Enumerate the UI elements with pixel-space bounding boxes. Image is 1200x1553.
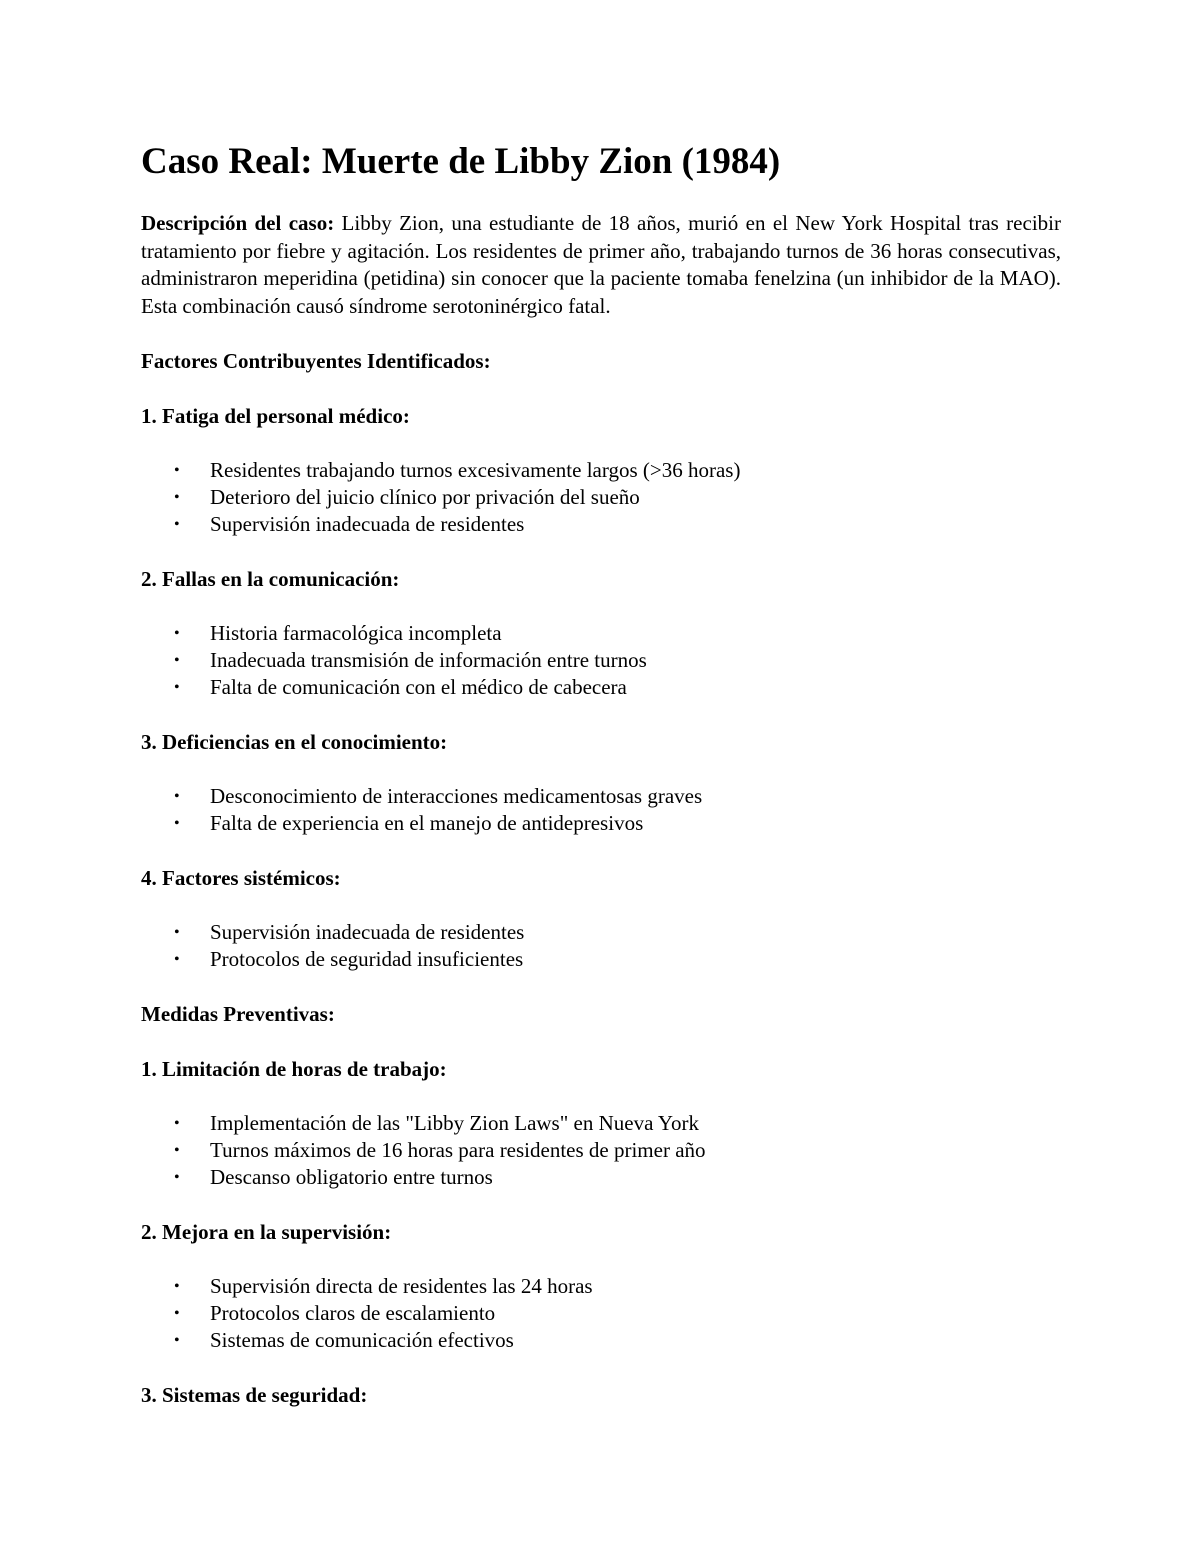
list-item [141, 1137, 1061, 1164]
list-item [141, 620, 1061, 647]
bullet-icon: • [174, 679, 180, 696]
list-item [141, 783, 1061, 810]
bullet-icon: • [174, 1305, 180, 1322]
list-item-text: Desconocimiento de interacciones medicamentosas graves [210, 784, 703, 808]
bullet-icon: • [174, 1115, 180, 1132]
list-item-text: Descanso obligatorio entre turnos [210, 1165, 493, 1189]
list-item-text: Supervisión directa de residentes las 24 horas [210, 1274, 593, 1298]
list-item-text: Residentes trabajando turnos excesivamente largos (>36 horas) [210, 458, 741, 482]
list-item [141, 1300, 1061, 1327]
list-item-text: Protocolos de seguridad insuficientes [210, 947, 524, 971]
bullet-icon: • [174, 951, 180, 968]
bullet-icon: • [174, 1142, 180, 1159]
factor-group-list [141, 457, 1061, 538]
measure-group-title: 3. Sistemas de seguridad: [141, 1383, 368, 1407]
list-item [141, 484, 1061, 511]
list-item [141, 511, 1061, 538]
list-item-text: Implementación de las "Libby Zion Laws" en Nueva York [210, 1111, 699, 1135]
measures-heading: Medidas Preventivas: [141, 1002, 335, 1026]
list-item [141, 946, 1061, 973]
list-item-text: Falta de experiencia en el manejo de antidepresivos [210, 811, 644, 835]
bullet-icon: • [174, 1332, 180, 1349]
list-item-text: Falta de comunicación con el médico de cabecera [210, 675, 627, 699]
list-item [141, 1273, 1061, 1300]
list-item-text: Deterioro del juicio clínico por privación del sueño [210, 485, 640, 509]
bullet-icon: • [174, 489, 180, 506]
list-item [141, 1164, 1061, 1191]
factor-group-list [141, 620, 1061, 701]
factor-group-title: 4. Factores sistémicos: [141, 866, 341, 890]
factor-group-list [141, 783, 1061, 837]
bullet-icon: • [174, 788, 180, 805]
list-item [141, 1110, 1061, 1137]
list-item-text: Turnos máximos de 16 horas para residentes de primer año [210, 1138, 706, 1162]
bullet-icon: • [174, 652, 180, 669]
list-item-text: Supervisión inadecuada de residentes [210, 512, 525, 536]
list-item-text: Sistemas de comunicación efectivos [210, 1328, 514, 1352]
bullet-icon: • [174, 815, 180, 832]
factor-group-title: 2. Fallas en la comunicación: [141, 567, 400, 591]
measure-group-title: 1. Limitación de horas de trabajo: [141, 1057, 447, 1081]
list-item [141, 674, 1061, 701]
list-item [141, 810, 1061, 837]
list-item [141, 919, 1061, 946]
document-page [141, 140, 1061, 1409]
bullet-icon: • [174, 1278, 180, 1295]
bullet-icon: • [174, 1169, 180, 1186]
case-description-label: Descripción del caso: [141, 211, 335, 235]
bullet-icon: • [174, 516, 180, 533]
bullet-icon: • [174, 462, 180, 479]
list-item-text: Historia farmacológica incompleta [210, 621, 502, 645]
factor-group-title: 3. Deficiencias en el conocimiento: [141, 730, 448, 754]
measure-group-list [141, 1273, 1061, 1354]
list-item-text: Protocolos claros de escalamiento [210, 1301, 496, 1325]
list-item [141, 647, 1061, 674]
factor-group-title: 1. Fatiga del personal médico: [141, 404, 410, 428]
factor-group-list [141, 919, 1061, 973]
page-title: Caso Real: Muerte de Libby Zion (1984) [141, 141, 781, 182]
measure-group-list [141, 1110, 1061, 1191]
case-description-text: Libby Zion, una estudiante de 18 años, murió en el New York Hospital tras recibir tratamiento por fiebre y agitación. Los residentes de primer año, trabajando turnos de 36 horas consecutivas, administraron meperidina (petidina) sin conocer que la paciente tomaba fenelzina (un inhibidor de la MAO). Esta combinación causó síndrome serotoninérgico fatal. [141, 211, 1061, 318]
bullet-icon: • [174, 625, 180, 642]
list-item [141, 457, 1061, 484]
list-item-text: Inadecuada transmisión de información entre turnos [210, 648, 647, 672]
list-item-text: Supervisión inadecuada de residentes [210, 920, 525, 944]
list-item [141, 1327, 1061, 1354]
measure-group-title: 2. Mejora en la supervisión: [141, 1220, 392, 1244]
case-description [141, 210, 1061, 320]
bullet-icon: • [174, 924, 180, 941]
factors-heading: Factores Contribuyentes Identificados: [141, 349, 491, 373]
